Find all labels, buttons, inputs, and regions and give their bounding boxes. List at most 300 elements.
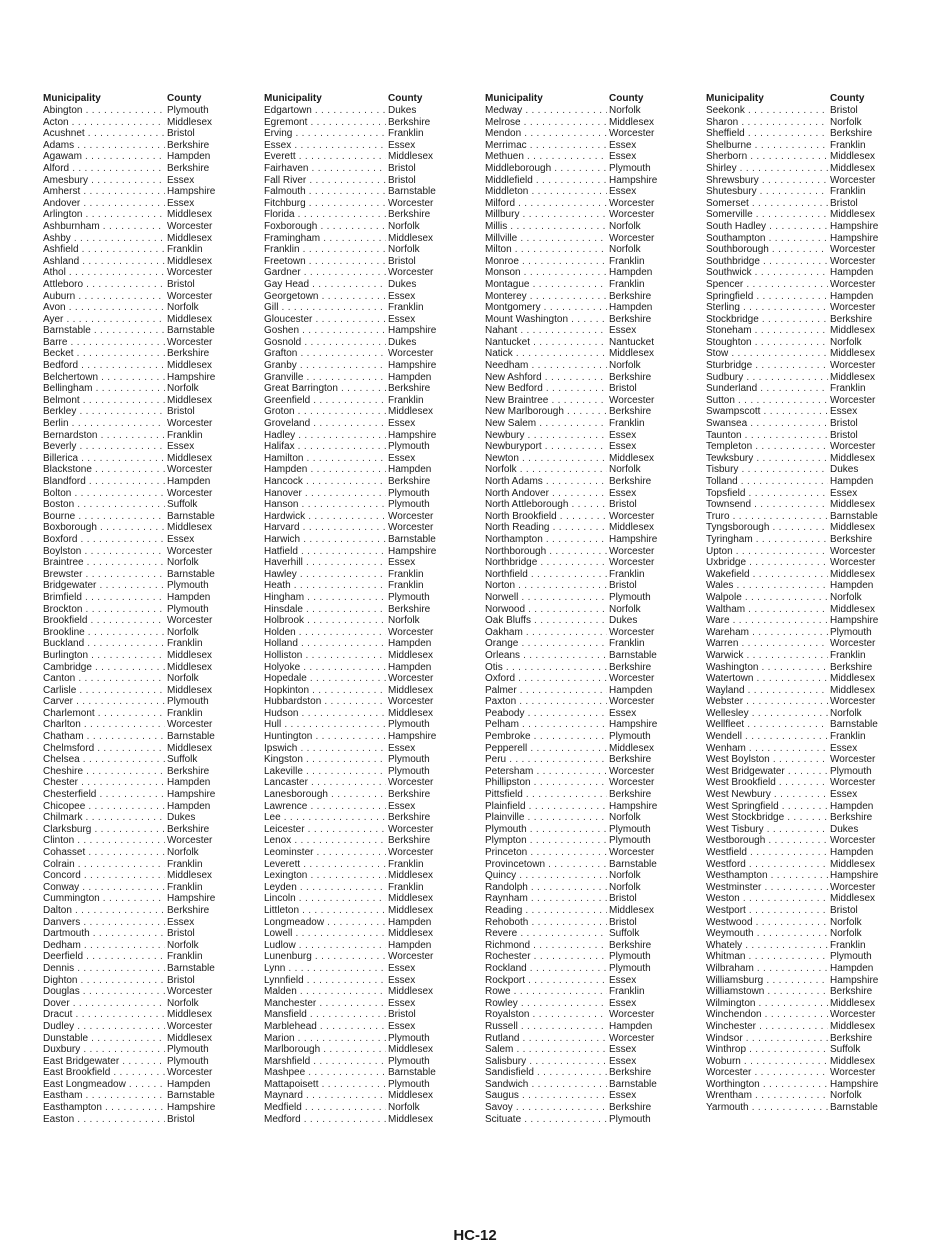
municipality-header: Municipality	[264, 93, 322, 104]
county-name: Hampden	[609, 1020, 653, 1032]
county-name: Middlesex	[830, 162, 876, 174]
table-row	[485, 801, 660, 813]
table-row	[264, 499, 439, 511]
table-row	[264, 940, 439, 952]
table-row	[706, 291, 881, 303]
county-name: Essex	[609, 1044, 637, 1056]
municipality-name: Sudbury . . .	[706, 372, 828, 384]
municipality-column-4	[706, 93, 881, 1114]
table-row	[485, 685, 660, 697]
municipality-name: Millbury . . .	[485, 209, 607, 221]
county-name: Hampden	[388, 638, 432, 650]
county-name: Franklin	[830, 383, 866, 395]
table-row	[43, 905, 218, 917]
table-row	[485, 267, 660, 279]
county-name: Middlesex	[830, 858, 876, 870]
table-row	[264, 337, 439, 349]
county-name: Dukes	[388, 278, 417, 290]
table-row	[43, 372, 218, 384]
municipality-name: Sheffield . . .	[706, 128, 828, 140]
municipality-name: Northborough . . .	[485, 546, 607, 558]
municipality-name: Shutesbury . . .	[706, 186, 828, 198]
county-name: Hampshire	[830, 870, 879, 882]
table-row	[485, 580, 660, 592]
municipality-name: Duxbury . . .	[43, 1044, 165, 1056]
table-row	[706, 406, 881, 418]
municipality-name: Leicester . . .	[264, 824, 386, 836]
county-name: Norfolk	[609, 360, 641, 372]
municipality-name: Sunderland . . .	[706, 383, 828, 395]
county-name: Franklin	[167, 707, 203, 719]
table-row	[43, 1079, 218, 1091]
municipality-name: Plympton . . .	[485, 835, 607, 847]
county-name: Middlesex	[830, 893, 876, 905]
municipality-name: Rockland . . .	[485, 963, 607, 975]
table-row	[264, 1044, 439, 1056]
municipality-name: Ashburnham . . .	[43, 221, 165, 233]
county-name: Worcester	[167, 1067, 213, 1079]
table-row	[264, 662, 439, 674]
county-name: Suffolk	[167, 499, 198, 511]
municipality-name: Needham . . .	[485, 360, 607, 372]
table-row	[43, 754, 218, 766]
municipality-name: Williamsburg . . .	[706, 975, 828, 987]
table-row	[485, 569, 660, 581]
table-row	[264, 917, 439, 929]
municipality-header: Municipality	[706, 93, 764, 104]
municipality-name: Danvers . . .	[43, 917, 165, 929]
table-row	[706, 847, 881, 859]
municipality-column-3	[485, 93, 660, 1125]
municipality-list	[485, 105, 660, 1125]
county-name: Bristol	[830, 429, 858, 441]
county-name: Barnstable	[167, 962, 215, 974]
municipality-name: Hamilton . . .	[264, 453, 386, 465]
table-row	[43, 233, 218, 245]
county-name: Worcester	[830, 244, 876, 256]
table-row	[264, 186, 439, 198]
table-row	[485, 754, 660, 766]
municipality-name: Bellingham . . .	[43, 383, 165, 395]
table-row	[264, 708, 439, 720]
municipality-name: Westwood . . .	[706, 917, 828, 929]
municipality-name: Westhampton . . .	[706, 870, 828, 882]
table-row	[706, 534, 881, 546]
county-header: County	[830, 93, 865, 104]
table-row	[43, 859, 218, 871]
table-row	[485, 638, 660, 650]
county-name: Middlesex	[167, 661, 213, 673]
municipality-name: Southampton . . .	[706, 233, 828, 245]
municipality-name: Stoneham . . .	[706, 325, 828, 337]
municipality-name: Middleborough . . .	[485, 163, 607, 175]
table-row	[264, 453, 439, 465]
municipality-name: Athol . . .	[43, 267, 165, 279]
municipality-name: Ipswich . . .	[264, 743, 386, 755]
table-row	[706, 557, 881, 569]
municipality-name: Upton . . .	[706, 546, 828, 558]
municipality-name: Waltham . . .	[706, 604, 828, 616]
municipality-name: Arlington . . .	[43, 209, 165, 221]
municipality-name: Northfield . . .	[485, 569, 607, 581]
table-row	[706, 963, 881, 975]
county-name: Hampshire	[830, 1078, 879, 1090]
municipality-list	[706, 105, 881, 1114]
county-name: Hampshire	[388, 545, 437, 557]
municipality-name: Huntington . . .	[264, 731, 386, 743]
county-name: Middlesex	[388, 1044, 434, 1056]
table-row	[706, 256, 881, 268]
municipality-name: Charlton . . .	[43, 719, 165, 731]
municipality-column-2	[264, 93, 439, 1125]
municipality-name: Provincetown . . .	[485, 859, 607, 871]
county-name: Franklin	[830, 139, 866, 151]
municipality-name: Wales . . .	[706, 580, 828, 592]
county-name: Bristol	[388, 174, 416, 186]
county-name: Essex	[388, 962, 416, 974]
county-name: Worcester	[388, 522, 434, 534]
table-row	[43, 267, 218, 279]
municipality-name: Phillipston . . .	[485, 777, 607, 789]
county-name: Berkshire	[830, 812, 873, 824]
county-name: Norfolk	[388, 220, 420, 232]
table-row	[43, 418, 218, 430]
municipality-name: Hopedale . . .	[264, 673, 386, 685]
municipality-name: Buckland . . .	[43, 638, 165, 650]
county-name: Berkshire	[609, 1067, 652, 1079]
table-row	[43, 499, 218, 511]
municipality-name: Hingham . . .	[264, 592, 386, 604]
table-row	[264, 569, 439, 581]
municipality-name: Lincoln . . .	[264, 893, 386, 905]
county-name: Middlesex	[388, 986, 434, 998]
county-name: Hampden	[388, 916, 432, 928]
county-name: Middlesex	[388, 904, 434, 916]
table-row	[43, 534, 218, 546]
municipality-name: Dartmouth . . .	[43, 928, 165, 940]
county-name: Middlesex	[167, 684, 213, 696]
table-row	[485, 847, 660, 859]
municipality-list	[264, 105, 439, 1125]
table-row	[43, 488, 218, 500]
county-name: Essex	[609, 487, 637, 499]
county-name: Nantucket	[609, 336, 655, 348]
county-name: Worcester	[830, 394, 876, 406]
table-row	[264, 592, 439, 604]
county-name: Essex	[609, 1055, 637, 1067]
municipality-name: Maynard . . .	[264, 1090, 386, 1102]
table-row	[706, 975, 881, 987]
table-row	[485, 708, 660, 720]
municipality-name: Palmer . . .	[485, 685, 607, 697]
municipality-name: Leominster . . .	[264, 847, 386, 859]
table-row	[43, 383, 218, 395]
municipality-name: Grafton . . .	[264, 348, 386, 360]
county-name: Berkshire	[388, 116, 431, 128]
table-row	[43, 522, 218, 534]
county-name: Worcester	[388, 696, 434, 708]
municipality-name: Amherst . . .	[43, 186, 165, 198]
county-name: Hampshire	[167, 371, 216, 383]
county-name: Worcester	[830, 881, 876, 893]
municipality-name: Reading . . .	[485, 905, 607, 917]
municipality-name: Dover . . .	[43, 998, 165, 1010]
county-name: Hampden	[830, 580, 874, 592]
table-row	[264, 325, 439, 337]
municipality-name: New Bedford . . .	[485, 383, 607, 395]
county-name: Essex	[388, 313, 416, 325]
municipality-name: Mendon . . .	[485, 128, 607, 140]
county-name: Berkshire	[609, 476, 652, 487]
county-name: Worcester	[830, 1067, 876, 1079]
county-name: Franklin	[830, 731, 866, 743]
municipality-name: Taunton . . .	[706, 430, 828, 442]
county-name: Worcester	[830, 302, 876, 314]
table-row	[485, 546, 660, 558]
county-name: Berkshire	[830, 313, 873, 325]
table-row	[264, 673, 439, 685]
municipality-name: Dighton . . .	[43, 975, 165, 987]
county-name: Middlesex	[388, 870, 434, 882]
municipality-name: Pelham . . .	[485, 719, 607, 731]
municipality-name: North Attleborough . . .	[485, 499, 607, 511]
municipality-name: Worcester . . .	[706, 1067, 828, 1079]
table-row	[485, 1056, 660, 1068]
table-row	[43, 546, 218, 558]
table-row	[264, 859, 439, 871]
county-name: Worcester	[167, 336, 213, 348]
table-row	[706, 511, 881, 523]
municipality-name: Erving . . .	[264, 128, 386, 140]
table-row	[264, 1021, 439, 1033]
table-row	[264, 580, 439, 592]
county-name: Middlesex	[167, 1032, 213, 1044]
municipality-name: Franklin . . .	[264, 244, 386, 256]
municipality-name: Tyringham . . .	[706, 534, 828, 546]
county-name: Franklin	[167, 881, 203, 893]
municipality-name: Salisbury . . .	[485, 1056, 607, 1068]
county-name: Plymouth	[167, 1055, 209, 1067]
table-row	[264, 604, 439, 616]
county-name: Worcester	[167, 267, 213, 279]
municipality-name: Hampden . . .	[264, 464, 386, 476]
municipality-name: Washington . . .	[706, 662, 828, 674]
table-row	[485, 476, 660, 488]
table-row	[706, 673, 881, 685]
county-name: Norfolk	[167, 847, 199, 858]
county-name: Middlesex	[830, 348, 876, 360]
table-row	[706, 580, 881, 592]
municipality-name: Agawam . . .	[43, 151, 165, 163]
county-name: Middlesex	[388, 406, 434, 418]
municipality-name: Leyden . . .	[264, 882, 386, 894]
county-name: Plymouth	[830, 765, 872, 777]
county-name: Essex	[167, 197, 195, 209]
county-name: Essex	[830, 789, 858, 801]
county-name: Plymouth	[167, 105, 209, 116]
county-name: Middlesex	[167, 394, 213, 406]
county-name: Franklin	[830, 939, 866, 951]
county-name: Berkshire	[830, 1032, 873, 1044]
municipality-name: Medway . . .	[485, 105, 607, 117]
table-row	[485, 789, 660, 801]
table-row	[706, 418, 881, 430]
table-row	[485, 975, 660, 987]
county-name: Franklin	[388, 580, 424, 592]
municipality-name: Wakefield . . .	[706, 569, 828, 581]
table-row	[485, 650, 660, 662]
county-name: Middlesex	[388, 928, 434, 940]
municipality-name: Rehoboth . . .	[485, 917, 607, 929]
municipality-name: Yarmouth . . .	[706, 1102, 828, 1114]
table-row	[485, 314, 660, 326]
table-row	[43, 441, 218, 453]
table-row	[706, 522, 881, 534]
county-name: Hampshire	[388, 429, 437, 441]
table-row	[706, 731, 881, 743]
county-name: Bristol	[167, 1113, 195, 1125]
county-name: Norfolk	[388, 1102, 420, 1114]
municipality-name: Swampscott . . .	[706, 406, 828, 418]
table-row	[485, 928, 660, 940]
table-row	[264, 1056, 439, 1068]
county-name: Bristol	[830, 197, 858, 209]
county-name: Hampden	[830, 290, 874, 302]
county-name: Middlesex	[609, 116, 655, 128]
county-name: Dukes	[830, 823, 859, 835]
county-name: Middlesex	[609, 742, 655, 754]
table-row	[706, 151, 881, 163]
table-row	[485, 1033, 660, 1045]
municipality-name: Dalton . . .	[43, 905, 165, 917]
table-row	[706, 928, 881, 940]
table-row	[706, 662, 881, 674]
table-row	[43, 1044, 218, 1056]
municipality-name: Newbury . . .	[485, 430, 607, 442]
municipality-name: Sturbridge . . .	[706, 360, 828, 372]
table-row	[485, 835, 660, 847]
municipality-name: Monroe . . .	[485, 256, 607, 268]
municipality-name: Mansfield . . .	[264, 1009, 386, 1021]
municipality-name: Wilmington . . .	[706, 998, 828, 1010]
table-row	[485, 627, 660, 639]
county-name: Norfolk	[167, 557, 199, 569]
municipality-name: Mount Washington . . .	[485, 314, 607, 326]
county-name: Hampshire	[609, 533, 658, 545]
table-row	[264, 696, 439, 708]
municipality-name: Wayland . . .	[706, 685, 828, 697]
county-name: Worcester	[830, 777, 876, 789]
municipality-name: Malden . . .	[264, 986, 386, 998]
table-row	[43, 986, 218, 998]
table-row	[43, 175, 218, 187]
table-row	[264, 464, 439, 476]
municipality-name: Shirley . . .	[706, 163, 828, 175]
table-row	[706, 569, 881, 581]
municipality-name: West Boylston . . .	[706, 754, 828, 766]
table-row	[43, 940, 218, 952]
county-header: County	[609, 93, 644, 104]
municipality-name: Sterling . . .	[706, 302, 828, 314]
municipality-name: Lee . . .	[264, 812, 386, 824]
table-row	[43, 302, 218, 314]
municipality-name: Boxford . . .	[43, 534, 165, 546]
municipality-name: Holliston . . .	[264, 650, 386, 662]
county-name: Bristol	[388, 1009, 416, 1021]
county-name: Essex	[609, 186, 637, 198]
municipality-name: Deerfield . . .	[43, 951, 165, 963]
table-row	[706, 870, 881, 882]
county-name: Worcester	[388, 673, 434, 685]
municipality-name: Ludlow . . .	[264, 940, 386, 952]
county-name: Worcester	[609, 209, 655, 221]
table-row	[43, 117, 218, 129]
county-name: Norfolk	[167, 383, 199, 395]
table-row	[43, 1114, 218, 1126]
county-name: Middlesex	[609, 348, 655, 360]
municipality-name: Holyoke . . .	[264, 662, 386, 674]
table-row	[706, 592, 881, 604]
table-row	[485, 117, 660, 129]
table-row	[706, 777, 881, 789]
table-row	[264, 511, 439, 523]
county-name: Middlesex	[830, 603, 876, 615]
table-row	[264, 615, 439, 627]
county-name: Berkshire	[388, 603, 431, 615]
municipality-name: Easton . . .	[43, 1114, 165, 1126]
municipality-name: Hatfield . . .	[264, 546, 386, 558]
table-row	[264, 117, 439, 129]
municipality-name: Heath . . .	[264, 580, 386, 592]
municipality-name: Gay Head . . .	[264, 279, 386, 291]
county-name: Plymouth	[609, 835, 651, 847]
table-row	[43, 777, 218, 789]
county-name: Barnstable	[388, 533, 436, 545]
table-row	[264, 835, 439, 847]
county-name: Essex	[167, 441, 195, 453]
county-name: Norfolk	[167, 626, 199, 638]
table-row	[706, 986, 881, 998]
table-row	[706, 615, 881, 627]
table-row	[264, 302, 439, 314]
municipality-name: Williamstown . . .	[706, 986, 828, 998]
table-row	[706, 859, 881, 871]
table-row	[264, 1067, 439, 1079]
municipality-name: Dracut . . .	[43, 1009, 165, 1021]
municipality-name: Pepperell . . .	[485, 743, 607, 755]
county-name: Worcester	[830, 1009, 876, 1021]
county-name: Middlesex	[830, 209, 876, 221]
municipality-name: Dudley . . .	[43, 1021, 165, 1033]
county-name: Essex	[388, 557, 416, 569]
municipality-name: Canton . . .	[43, 673, 165, 685]
table-row	[485, 163, 660, 175]
county-name: Norfolk	[167, 997, 199, 1009]
county-name: Franklin	[609, 418, 645, 430]
table-row	[706, 754, 881, 766]
table-row	[264, 522, 439, 534]
table-row	[43, 1102, 218, 1114]
table-row	[485, 1021, 660, 1033]
municipality-name: Stow . . .	[706, 348, 828, 360]
municipality-name: Adams . . .	[43, 140, 165, 152]
county-name: Hampshire	[167, 789, 216, 801]
table-row	[706, 650, 881, 662]
table-row	[485, 615, 660, 627]
table-row	[706, 789, 881, 801]
table-row	[43, 128, 218, 140]
municipality-name: Southwick . . .	[706, 267, 828, 279]
